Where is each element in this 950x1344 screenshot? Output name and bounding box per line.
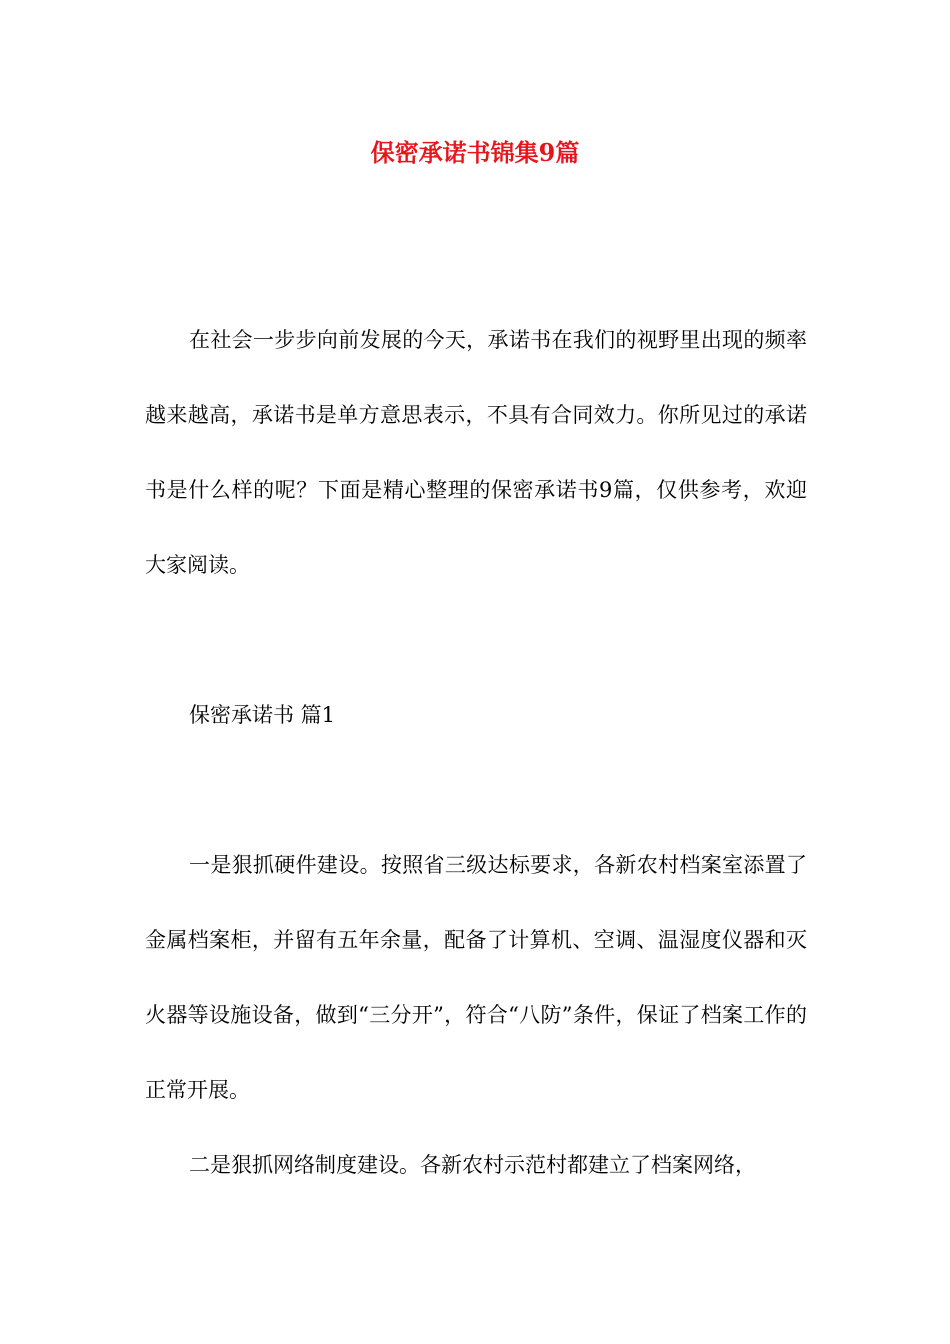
intro-paragraph: 在社会一步步向前发展的今天，承诺书在我们的视野里出现的频率越来越高，承诺书是单方意思表示，不具有合同效力。你所见过的承诺书是什么样的呢？下面是精心整理的保密承诺书9篇，仅供参考，欢迎大家阅读。 [145, 328, 807, 577]
body-paragraph-one: 一是狠抓硬件建设。按照省三级达标要求，各新农村档案室添置了金属档案柜，并留有五年余量，配备了计算机、空调、温湿度仪器和灭火器等设施设备，做到“三分开”，符合“八防”条件，保证了档案工作的正常开展。 [145, 853, 807, 1102]
body-paragraph-two: 二是狠抓网络制度建设。各新农村示范村都建立了档案网络， [189, 1153, 756, 1177]
section-heading: 保密承诺书 篇1 [189, 703, 336, 727]
document-title: 保密承诺书锦集9篇 [370, 138, 580, 167]
